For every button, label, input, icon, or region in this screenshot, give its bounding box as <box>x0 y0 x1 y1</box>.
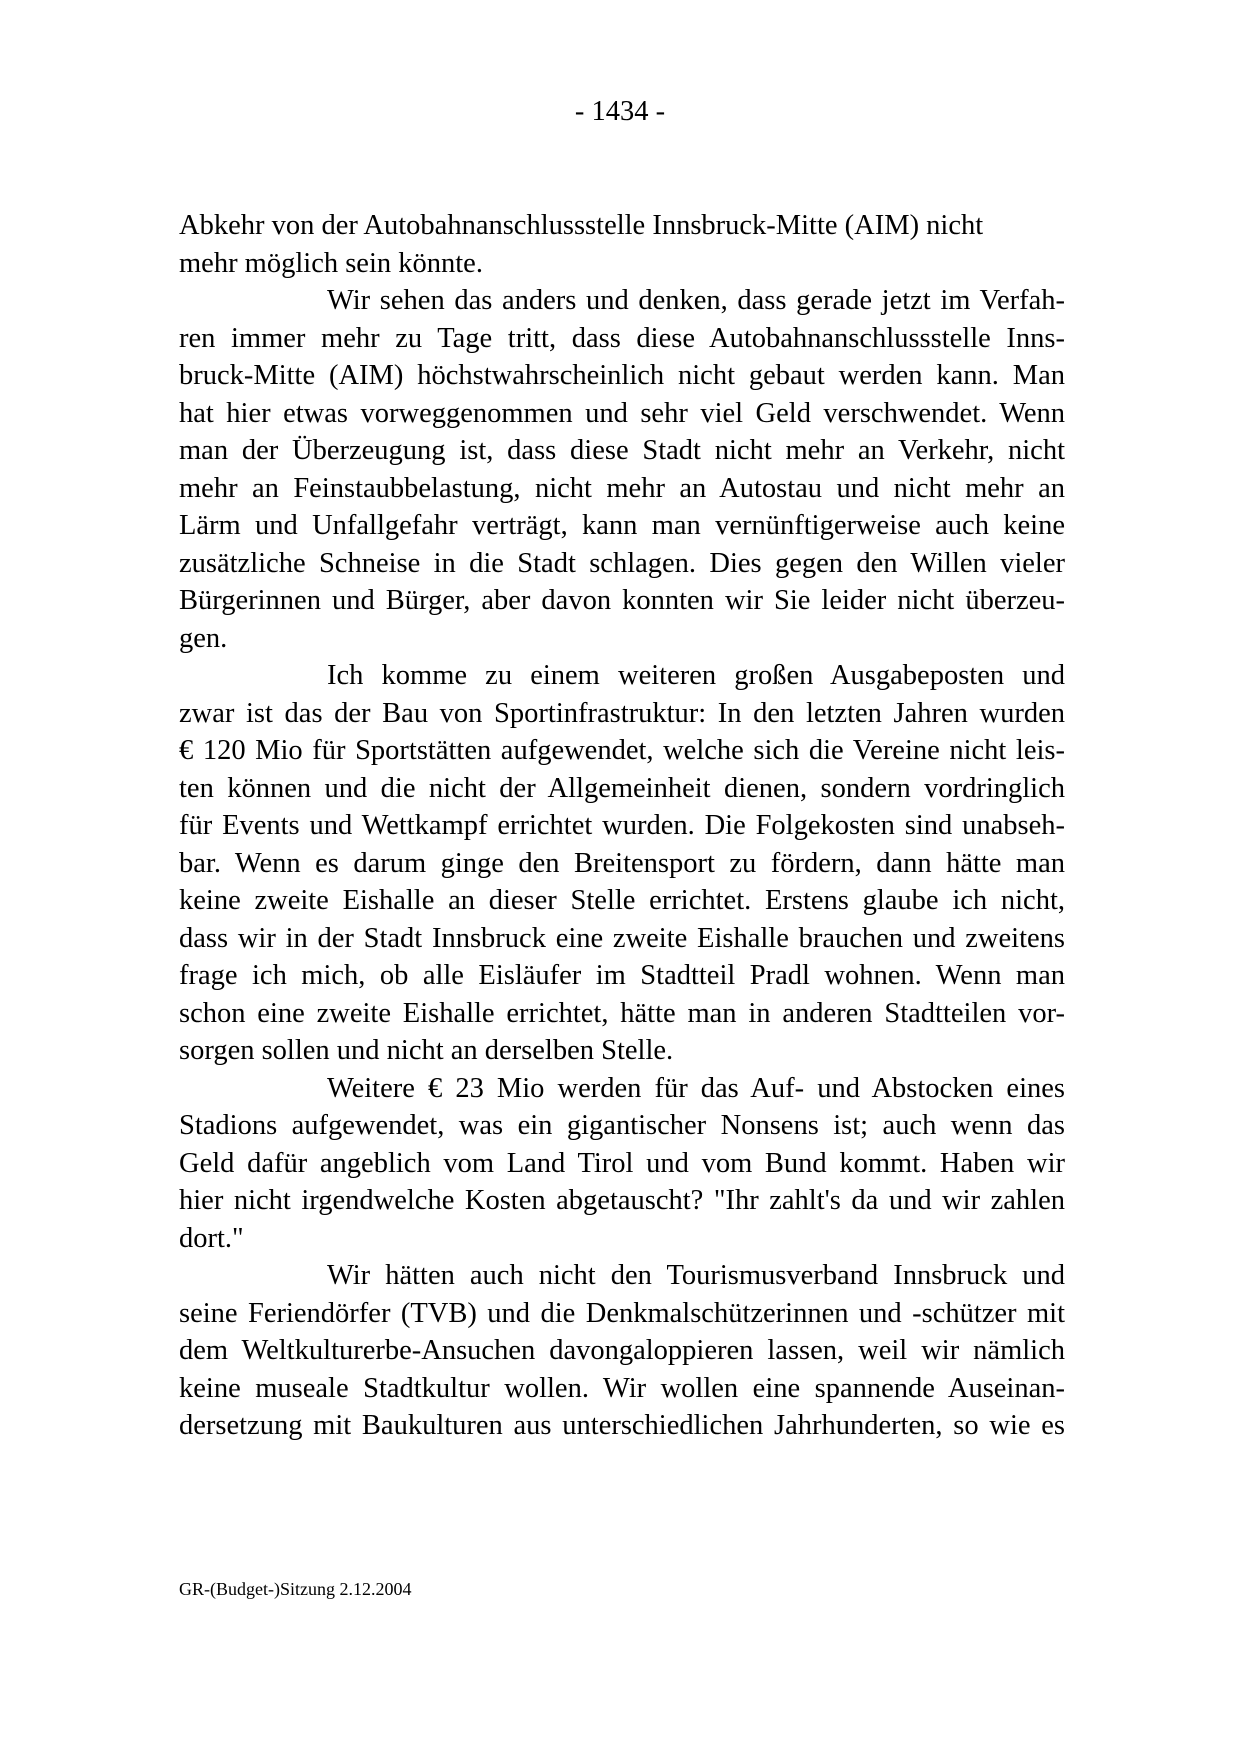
paragraph <box>179 657 1065 1070</box>
text-line: Wir sehen das anders und denken, dass gerade jetzt im Verfah- <box>327 285 1065 316</box>
paragraph <box>179 282 1065 657</box>
text-line: seine Feriendörfer (TVB) und die Denkmalschützerinnen und -schützer mit <box>179 1297 1065 1329</box>
text-line: keine museale Stadtkultur wollen. Wir wollen eine spannende Auseinan- <box>179 1372 1065 1404</box>
text-line: dass wir in der Stadt Innsbruck eine zweite Eishalle brauchen und zweitens <box>179 922 1065 954</box>
text-line: Weitere € 23 Mio werden für das Auf- und Abstocken eines <box>327 1072 1065 1104</box>
text-line: Geld dafür angeblich vom Land Tirol und vom Bund kommt. Haben wir <box>179 1147 1065 1179</box>
text-line: Lärm und Unfallgefahr verträgt, kann man vernünftigerweise auch keine <box>179 510 1065 541</box>
text-line: dersetzung mit Baukulturen aus unterschiedlichen Jahrhunderten, so wie es <box>179 1410 1065 1441</box>
text-line: Bürgerinnen und Bürger, aber davon konnten wir Sie leider nicht überzeu- <box>179 585 1065 616</box>
text-line: hier nicht irgendwelche Kosten abgetauscht? "Ihr zahlt's da und wir zahlen <box>179 1185 1065 1216</box>
paragraph <box>179 207 1065 282</box>
text-line: € 120 Mio für Sportstätten aufgewendet, welche sich die Vereine nicht leis- <box>179 735 1065 766</box>
text-line: Abkehr von der Autobahnanschlussstelle Innsbruck-Mitte (AIM) nicht <box>179 210 984 241</box>
text-line: Wir hätten auch nicht den Tourismusverband Innsbruck und <box>327 1260 1065 1291</box>
text-line: für Events und Wettkampf errichtet wurden. Die Folgekosten sind unabseh- <box>179 810 1065 841</box>
text-line: gen. <box>179 622 228 654</box>
footer-session-label: GR-(Budget-)Sitzung 2.12.2004 <box>179 1579 412 1599</box>
text-line: Ich komme zu einem weiteren großen Ausgabeposten und <box>327 660 1065 691</box>
text-line: bar. Wenn es darum ginge den Breitensport zu fördern, dann hätte man <box>179 847 1065 879</box>
text-line: man der Überzeugung ist, dass diese Stadt nicht mehr an Verkehr, nicht <box>179 435 1065 466</box>
page-number: - 1434 - <box>574 96 666 127</box>
paragraph <box>179 1070 1065 1258</box>
paragraph <box>179 1257 1065 1445</box>
text-line: ren immer mehr zu Tage tritt, dass diese Autobahnanschlussstelle Inns- <box>179 322 1065 354</box>
body-text <box>179 207 1065 1445</box>
text-line: ten können und die nicht der Allgemeinheit dienen, sondern vordringlich <box>179 772 1065 804</box>
text-line: schon eine zweite Eishalle errichtet, hätte man in anderen Stadtteilen vor- <box>179 997 1065 1029</box>
text-line: zwar ist das der Bau von Sportinfrastruktur: In den letzten Jahren wurden <box>179 697 1065 729</box>
text-line: dem Weltkulturerbe-Ansuchen davongaloppieren lassen, weil wir nämlich <box>179 1335 1065 1366</box>
text-line: mehr an Feinstaubbelastung, nicht mehr an Autostau und nicht mehr an <box>179 472 1065 504</box>
text-line: sorgen sollen und nicht an derselben Stelle. <box>179 1035 674 1066</box>
text-line: bruck-Mitte (AIM) höchstwahrscheinlich nicht gebaut werden kann. Man <box>179 360 1065 391</box>
text-line: hat hier etwas vorweggenommen und sehr viel Geld verschwendet. Wenn <box>179 397 1065 429</box>
text-line: zusätzliche Schneise in die Stadt schlagen. Dies gegen den Willen vieler <box>179 547 1065 579</box>
text-line: mehr möglich sein könnte. <box>179 247 483 279</box>
text-line: Stadions aufgewendet, was ein gigantischer Nonsens ist; auch wenn das <box>179 1110 1065 1141</box>
text-line: keine zweite Eishalle an dieser Stelle errichtet. Erstens glaube ich nicht, <box>179 885 1065 916</box>
text-line: dort." <box>179 1222 244 1254</box>
text-line: frage ich mich, ob alle Eisläufer im Stadtteil Pradl wohnen. Wenn man <box>179 960 1065 991</box>
